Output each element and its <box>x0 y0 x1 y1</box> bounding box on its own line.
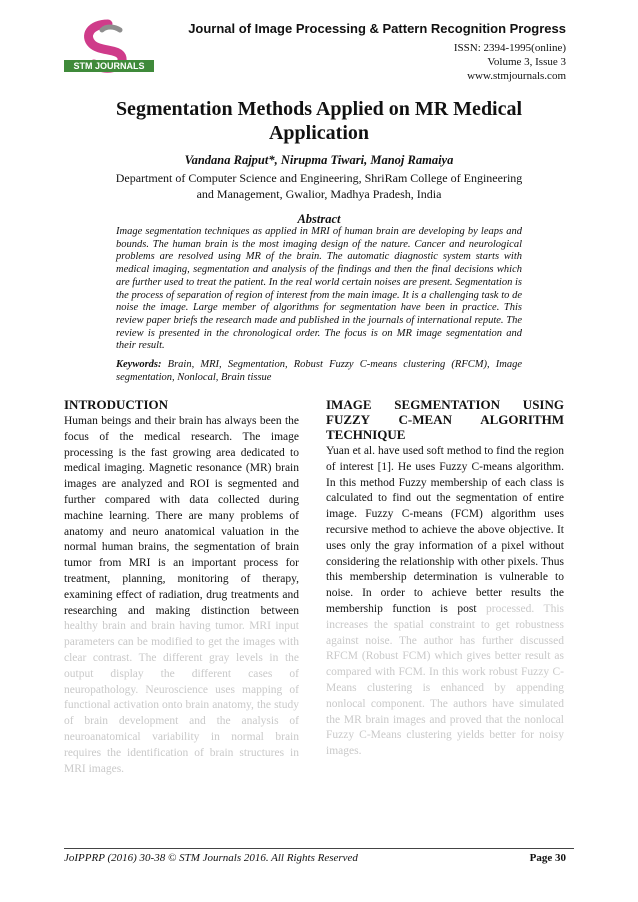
fcm-text: Yuan et al. have used soft method to find the region of interest [1]. He uses Fuzzy C-means algorithm. In this method Fuzzy membership of each class is calculated to find out the segmentation of entire image. Fuzzy C-means (FCM) algorithm uses recursive method to achieve the above objective. It uses only the gray information of a pixel without considering the relationship with other pixels. Thus this membership determination is vulnerable to noise. In order to achieve better results the membership function is post <box>326 445 564 615</box>
introduction-text: Human beings and their brain has always been the focus of the medical research. The image processing is the fast growing area dedicated to medical imaging. Magnetic resonance (MR) brain images are analyzed and ROI is segmented and further compared with data collected during machine learning. There are many problems of anatomy and neuro anatomical valuation in the normal human brains, the segmentation of brain tumor from MRI is an important process for treatment, planning, monitoring of therapy, examining effect of radiation, drug treatments and researching and making distinction between <box>64 415 299 617</box>
abstract-text: Image segmentation techniques as applied in MRI of human brain are developing by leaps and bounds. The human brain is the most imaging design of the nature. Cancer and neurological problems are resolved using MR of the brain. The automatic diagnostic system starts with medical imaging, segmentation and analysis of the findings and then the final decisions which are further used to treat the patient. In the real world certain noises are present. Segmentation is the process of separation of region of interest from the main image. It is a challenging task to de noise the image. Large member of algorithms for segmentation have been in practice. This review paper briefs the research made and published in the journals of international repute. The review is presented in the chronological order. The focus is on MR image segmentation and their result. <box>116 226 522 352</box>
stm-logo <box>62 18 154 84</box>
keywords-text: Brain, MRI, Segmentation, Robust Fuzzy C-means clustering (RFCM), Image segmentation, Nonlocal, Brain tissue <box>116 359 523 383</box>
fcm-faded-text: processed. This increases the spatial constraint to get robustness against noise. The author has further discussed RFCM (Robust FCM) which gives better result as compared with FCM. In this work robust Fuzzy C-Means clustering is enhanced by appending nonlocal component. The authors have simulated the MR brain images and proved that the nonlocal Fuzzy C-Means clustering yields better for noisy images. <box>326 602 565 758</box>
left-column <box>64 397 299 777</box>
logo-wordmark: STM JOURNALS <box>64 60 154 72</box>
right-column <box>326 397 564 760</box>
introduction-faded-text: healthy brain and brain having tumor. MRI input parameters can be modified to get the images with clear contrast. The different gray levels in the output display the different cases of neuropathology. Neuroscience uses mapping of functional activation onto brain anatomy, the study of brain development and the analysis of neuroanatomical variability in normal brain requires the identification of brain structures in MRI images. <box>64 620 299 775</box>
fcm-heading: IMAGE SEGMENTATION USING FUZZY C-MEAN ALGORITHM TECHNIQUE <box>326 397 564 442</box>
fcm-body <box>326 444 564 760</box>
volume-issue: Volume 3, Issue 3 <box>487 56 566 68</box>
keywords-label: Keywords: <box>116 359 162 370</box>
title-line-2: Application <box>268 122 370 144</box>
affiliation: Department of Computer Science and Engineering, ShriRam College of Engineering and Management, Gwalior, Madhya Pradesh, India <box>115 171 523 201</box>
introduction-body <box>64 414 299 777</box>
keywords <box>116 358 522 384</box>
page-number: Page 30 <box>529 852 566 864</box>
title-line-1: Segmentation Methods Applied on MR Medical <box>115 98 523 120</box>
stm-logo-icon <box>62 18 154 84</box>
footer-citation: JoIPPRP (2016) 30-38 © STM Journals 2016. All Rights Reserved <box>64 852 358 864</box>
journal-website[interactable]: www.stmjournals.com <box>467 70 566 82</box>
abstract-heading: Abstract <box>297 212 341 226</box>
journal-name: Journal of Image Processing & Pattern Recognition Progress <box>188 21 566 36</box>
paper-title <box>80 97 558 145</box>
issn: ISSN: 2394-1995(online) <box>453 42 566 54</box>
authors: Vandana Rajput*, Nirupma Tiwari, Manoj Ramaiya <box>184 153 454 167</box>
introduction-heading: INTRODUCTION <box>64 397 169 412</box>
footer-divider <box>64 848 574 849</box>
